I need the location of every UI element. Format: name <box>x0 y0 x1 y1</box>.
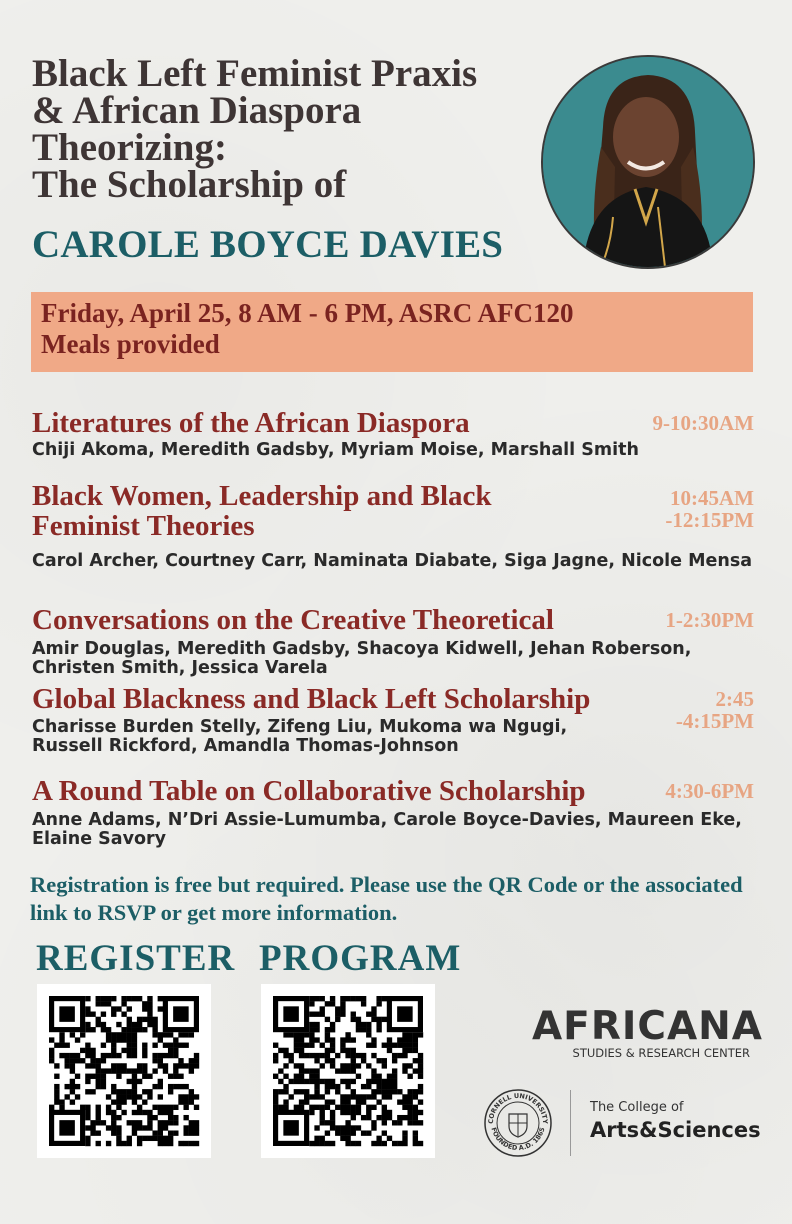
session-speakers: Chiji Akoma, Meredith Gadsby, Myriam Moise, Marshall Smith <box>32 440 639 460</box>
honoree-name: CAROLE BOYCE DAVIES <box>32 223 504 266</box>
session-item <box>32 606 758 678</box>
program-label: PROGRAM <box>259 938 462 979</box>
portrait-photo <box>541 55 755 269</box>
session-time-line: -12:15PM <box>665 508 754 532</box>
event-date-location: Friday, April 25, 8 AM - 6 PM, ASRC AFC120 <box>41 298 574 328</box>
portrait-illustration <box>543 57 753 267</box>
session-item <box>32 777 758 849</box>
title-line: Theorizing: <box>32 126 227 169</box>
register-qr-code[interactable] <box>37 984 211 1158</box>
session-time <box>665 487 754 531</box>
session-speakers-line: Charisse Burden Stelly, Zifeng Liu, Mukoma wa Ngugi, <box>32 717 568 737</box>
poster-title <box>32 52 552 206</box>
register-label: REGISTER <box>36 938 236 979</box>
college-logo-line: The College of <box>590 1100 684 1115</box>
session-title-line: Feminist Theories <box>32 510 255 542</box>
seal-top-text: CORNELL UNIVERSITY <box>486 1091 550 1125</box>
session-item <box>32 409 758 460</box>
session-time-line: -4:15PM <box>675 709 754 733</box>
qr-code-icon <box>37 984 211 1158</box>
session-speakers: Carol Archer, Courtney Carr, Naminata Diabate, Siga Jagne, Nicole Mensa <box>32 551 753 571</box>
logo-divider <box>570 1090 571 1156</box>
program-qr-code[interactable] <box>261 984 435 1158</box>
session-time-line: 10:45AM <box>670 486 754 510</box>
session-time: 4:30-6PM <box>665 779 754 803</box>
session-time-line: 2:45 <box>715 687 754 711</box>
session-speakers <box>32 718 758 756</box>
session-speakers: Amir Douglas, Meredith Gadsby, Shacoya Kidwell, Jehan Roberson, Christen Smith, Jessica Varela <box>32 639 692 678</box>
event-details-banner <box>31 292 753 372</box>
session-title: Conversations on the Creative Theoretical <box>32 604 554 636</box>
session-time <box>676 688 754 732</box>
qr-code-icon <box>261 984 435 1158</box>
event-meals-note: Meals provided <box>41 329 220 359</box>
title-line: The Scholarship of <box>32 163 347 206</box>
session-title-line: Black Women, Leadership and Black <box>32 480 492 512</box>
africana-logo: AFRICANA <box>532 1004 763 1049</box>
africana-logo-subtitle: STUDIES & RESEARCH CENTER <box>572 1046 750 1060</box>
seal-bottom-text: FOUNDED A.D. 1865 <box>489 1126 547 1153</box>
title-line: Black Left Feminist Praxis <box>32 52 478 95</box>
session-title: A Round Table on Collaborative Scholarship <box>32 775 586 807</box>
session-item <box>32 685 758 756</box>
session-speakers: Anne Adams, N’Dri Assie-Lumumba, Carole Boyce-Davies, Maureen Eke, Elaine Savory <box>32 810 742 849</box>
session-item <box>32 482 758 571</box>
registration-note: Registration is free but required. Please use the QR Code or the associated link to RSVP or get more information. <box>30 872 743 925</box>
college-logo-name: Arts&Sciences <box>590 1118 761 1142</box>
session-title: Literatures of the African Diaspora <box>32 407 470 439</box>
session-title: Global Blackness and Black Left Scholarship <box>32 683 591 715</box>
session-time: 9-10:30AM <box>652 411 754 435</box>
session-speakers-line: Russell Rickford, Amandla Thomas-Johnson <box>32 736 459 756</box>
session-time: 1-2:30PM <box>665 608 754 632</box>
cornell-seal-icon <box>483 1088 553 1158</box>
title-line: & African Diaspora <box>32 89 362 132</box>
